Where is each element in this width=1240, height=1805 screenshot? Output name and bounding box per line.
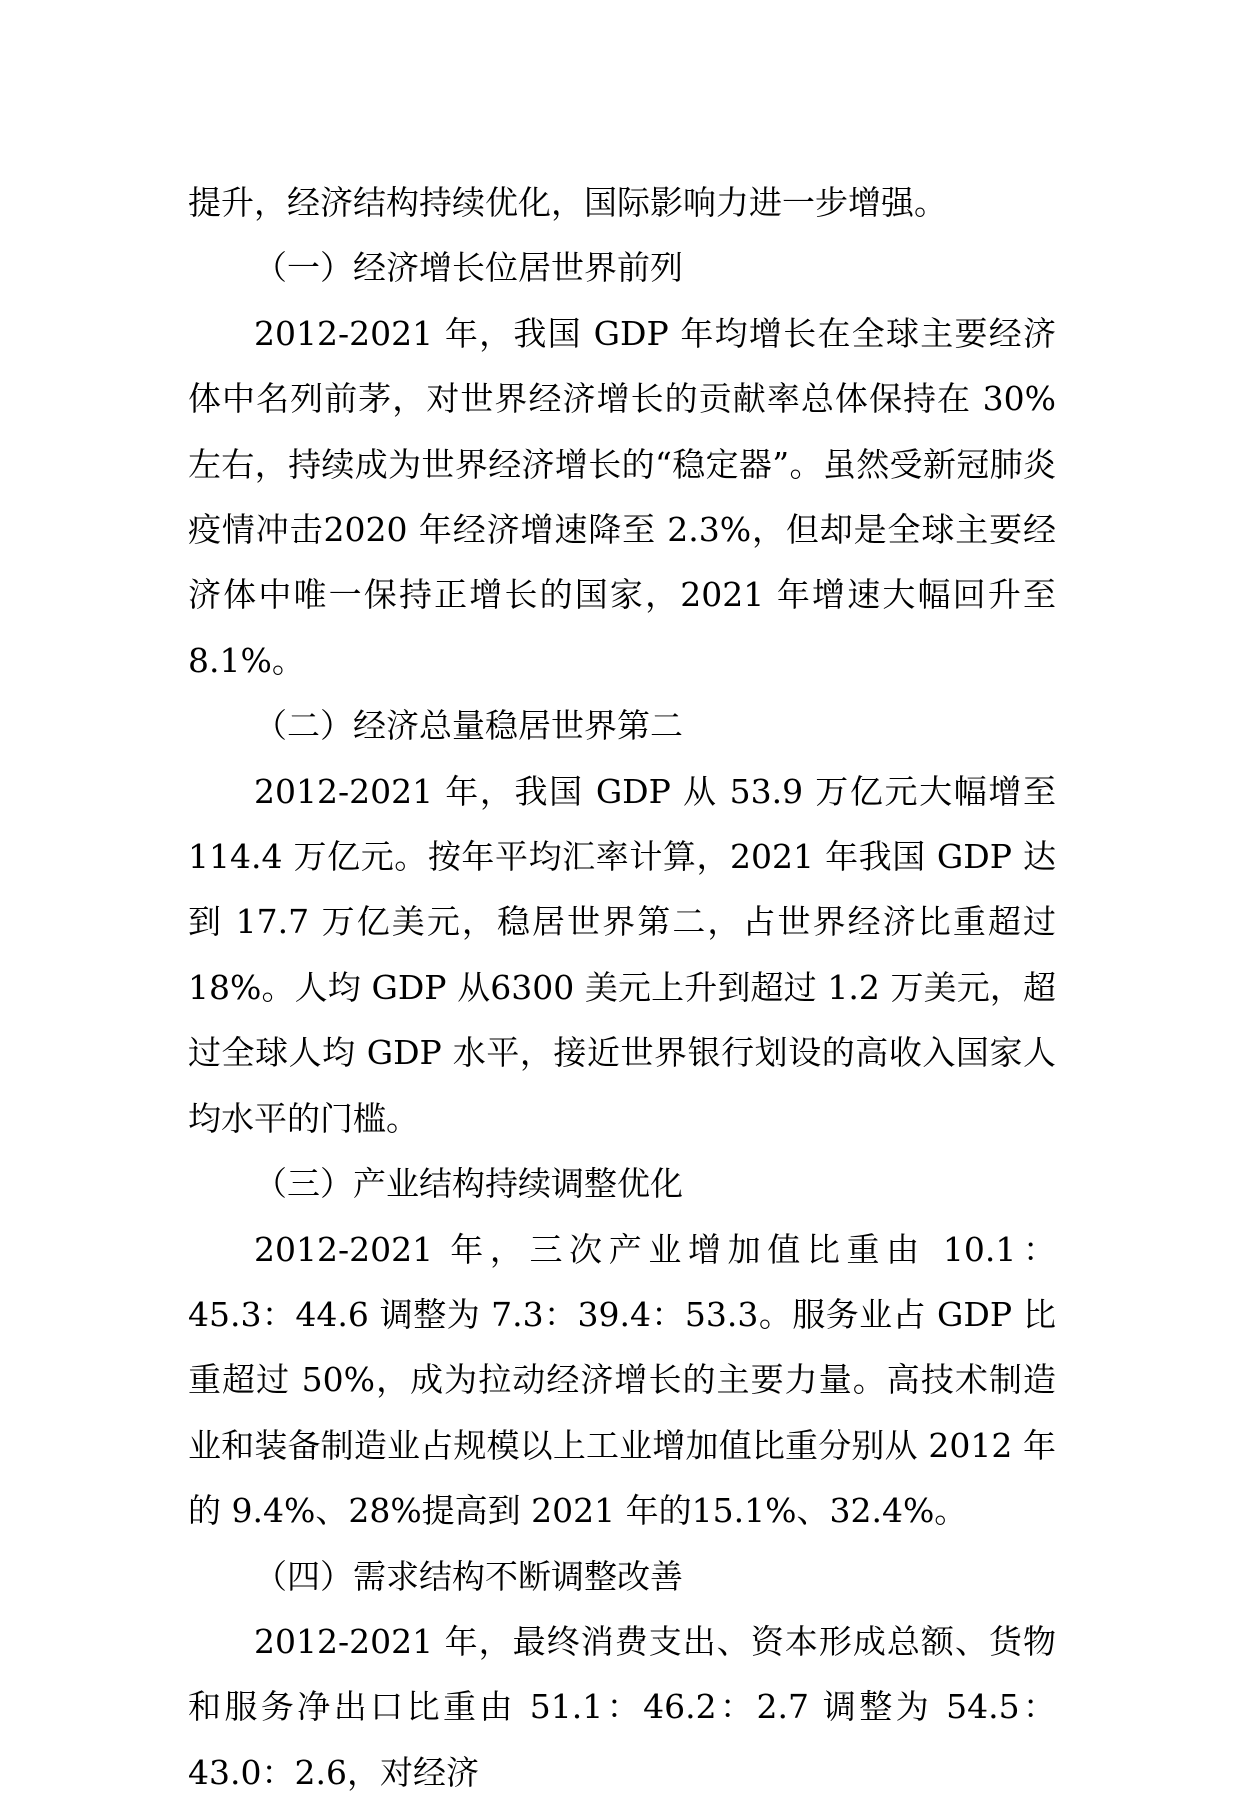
section-heading-2: （二）经济总量稳居世界第二	[254, 706, 683, 746]
body-paragraph: 2012-2021 年，我国 GDP 年均增长在全球主要经济体中名列前茅，对世界经济增长的贡献率总体保持在 30%左右，持续成为世界经济增长的“稳定器”。虽然受新冠肺炎疫情冲击2020 年经济增速降至 2.3%，但却是全球主要经济体中唯一保持正增长的国家，2021 年增速大幅回升至 8.1%。	[188, 313, 1056, 680]
body-paragraph: 2012-2021 年，最终消费支出、资本形成总额、货物和服务净出口比重由 51.1：46.2：2.7 调整为 54.5：43.0：2.6，对经济	[188, 1621, 1056, 1792]
section-heading-4: （四）需求结构不断调整改善	[254, 1556, 683, 1596]
section-heading-1: （一）经济增长位居世界前列	[254, 248, 683, 288]
document-page	[188, 170, 1056, 1805]
section-heading-3: （三）产业结构持续调整优化	[254, 1164, 683, 1204]
body-paragraph: 2012-2021 年，三次产业增加值比重由 10.1：45.3：44.6 调整为 7.3：39.4：53.3。服务业占 GDP 比重超过 50%，成为拉动经济增长的主要力量。高技术制造业和装备制造业占规模以上工业增加值比重分别从 2012 年的 9.4%、28%提高到 2021 年的15.1%、32.4%。	[188, 1229, 1056, 1531]
body-paragraph: 2012-2021 年，我国 GDP 从 53.9 万亿元大幅增至 114.4 万亿元。按年平均汇率计算，2021 年我国 GDP 达到 17.7 万亿美元，稳居世界第二，占世界经济比重超过 18%。人均 GDP 从6300 美元上升到超过 1.2 万美元，超过全球人均 GDP 水平，接近世界银行划设的高收入国家人均水平的门槛。	[188, 771, 1056, 1138]
body-paragraph: 提升，经济结构持续优化，国际影响力进一步增强。	[188, 183, 947, 222]
